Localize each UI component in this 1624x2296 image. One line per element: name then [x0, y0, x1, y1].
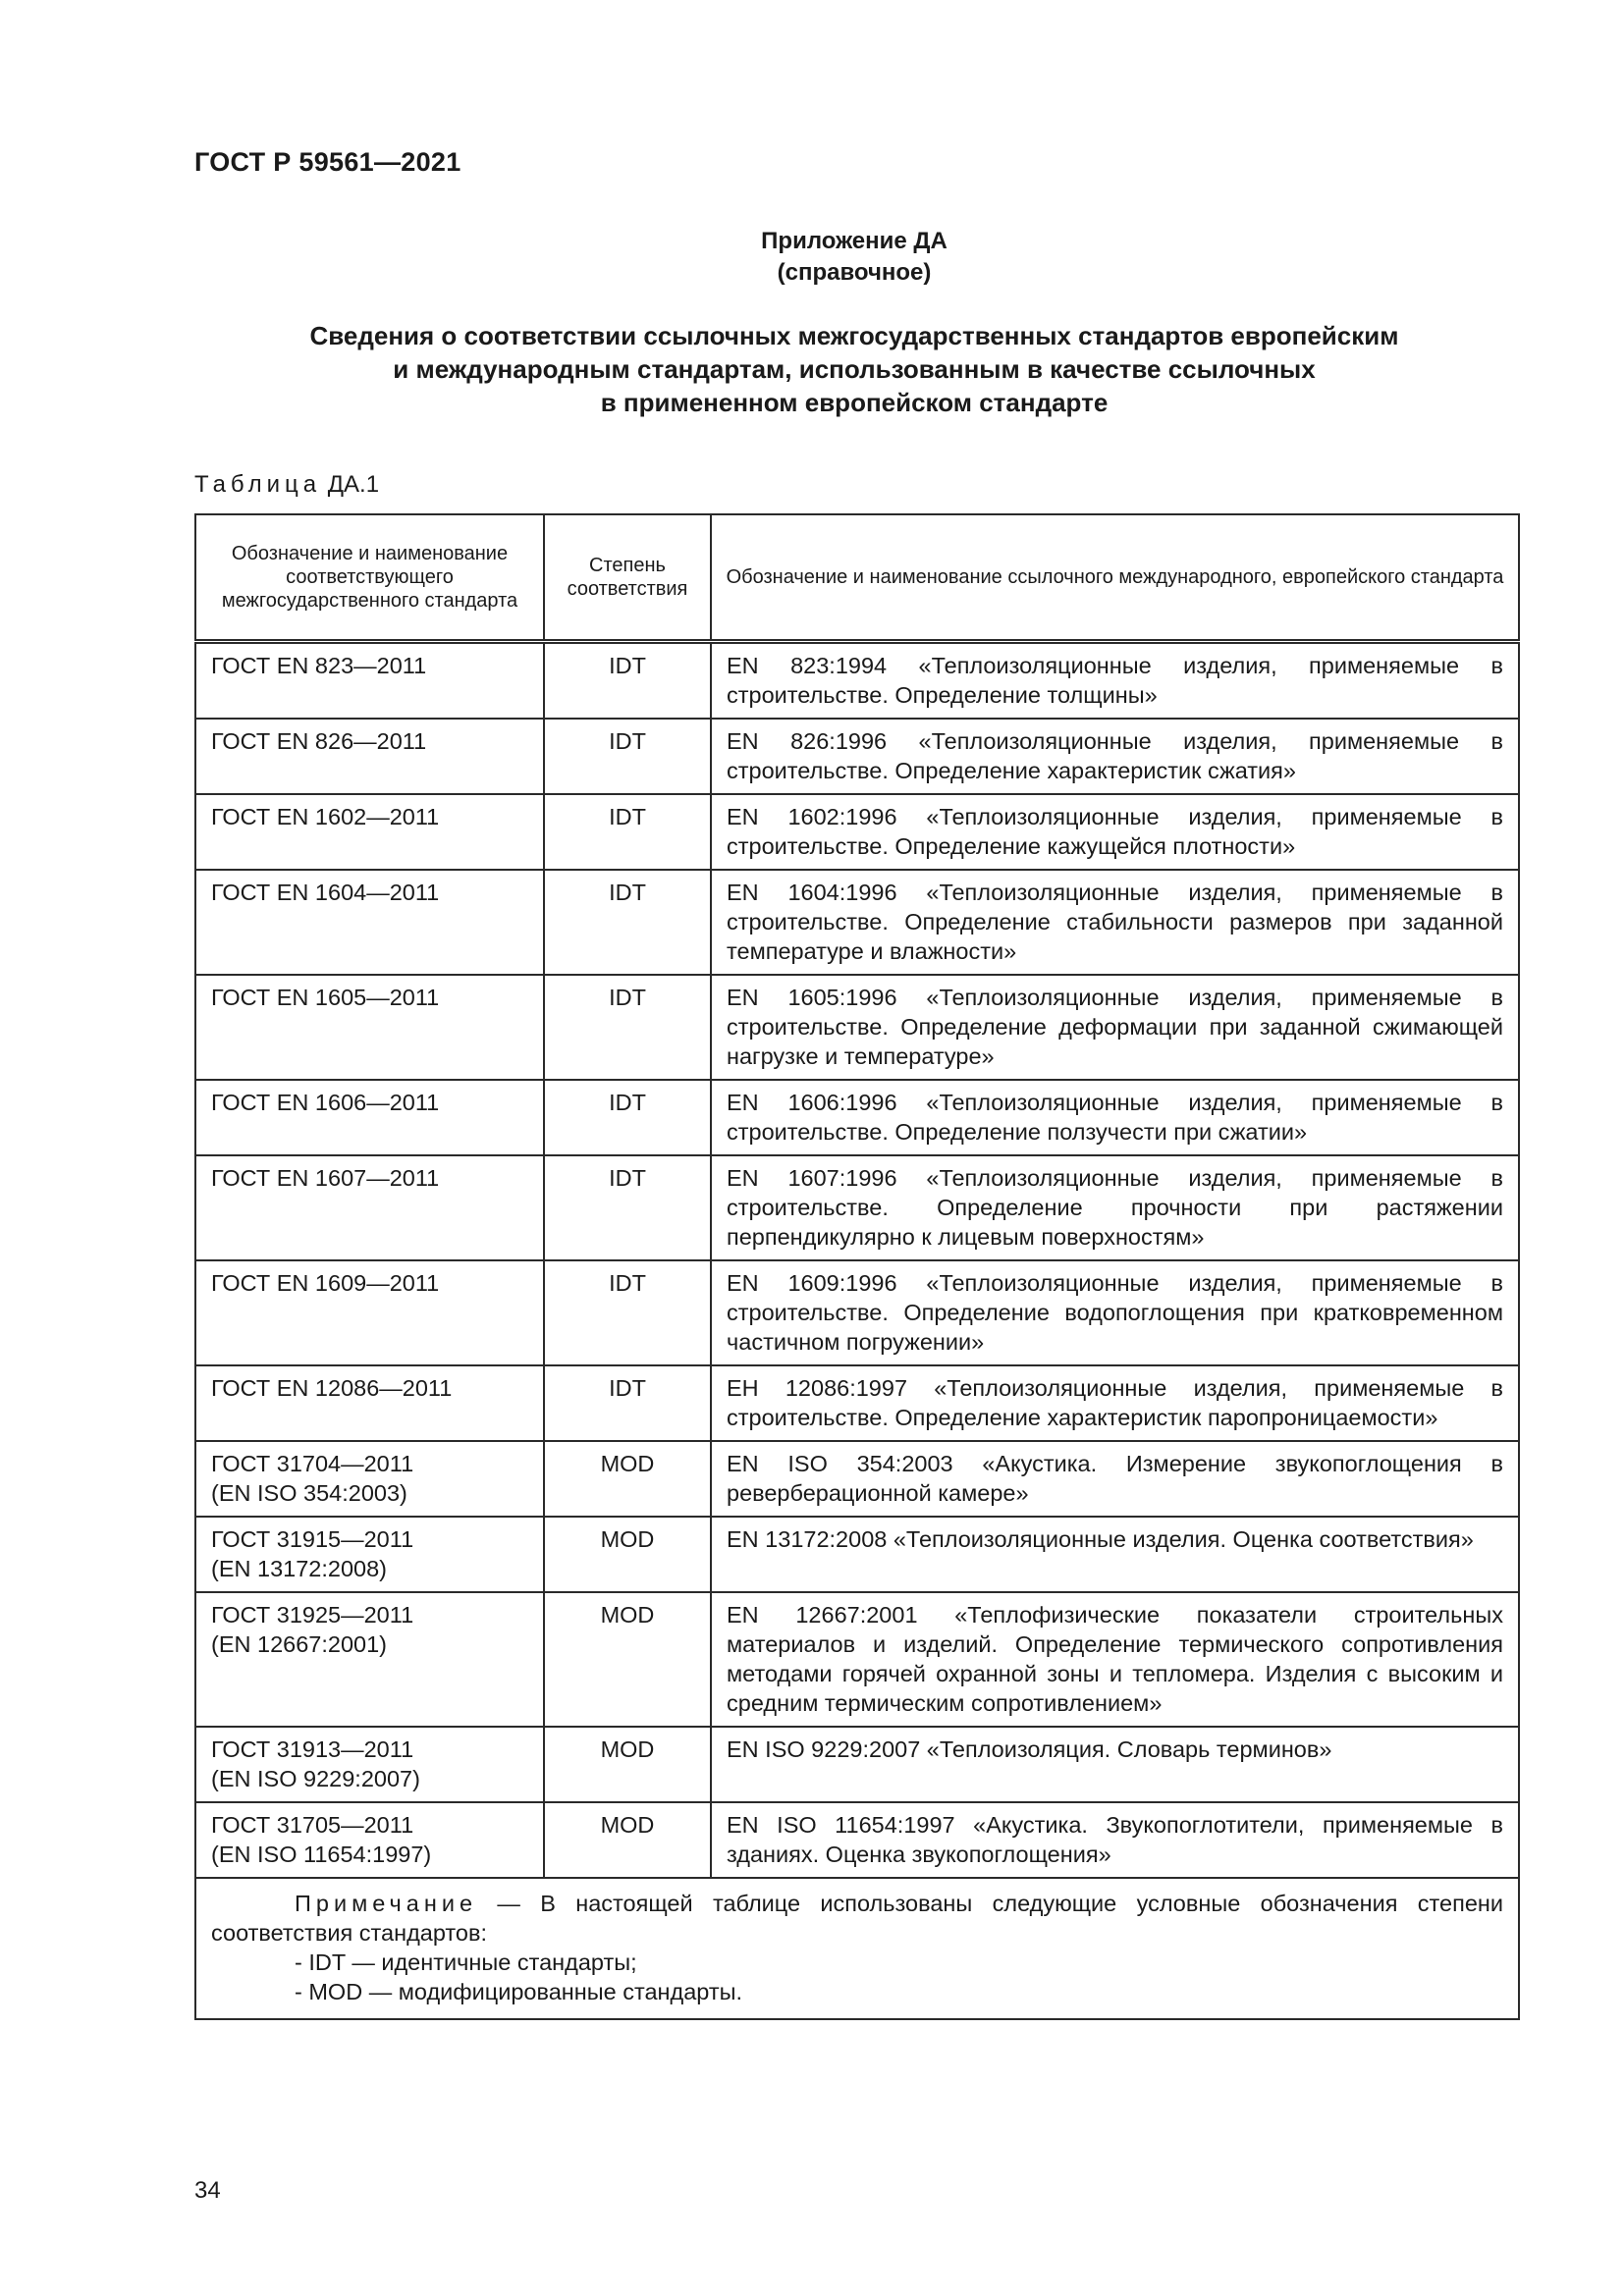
table-header-row: [195, 514, 1519, 642]
cell-gost: [195, 975, 544, 1080]
cell-gost: [195, 1727, 544, 1802]
cell-reference: EN 823:1994 «Теплоизоляционные изделия, применяемые в строительстве. Определение толщины»: [711, 642, 1519, 720]
header-ref: Обозначение и наименование ссылочного международного, европейского стандарта: [711, 514, 1519, 642]
cell-degree: IDT: [544, 642, 711, 720]
note-item-idt: - IDT — идентичные стандарты;: [295, 1949, 637, 1975]
note-label: Примечание: [295, 1891, 478, 1916]
table-row: [195, 1592, 1519, 1727]
appendix-heading: [0, 226, 1624, 289]
cell-reference: EN ISO 11654:1997 «Акустика. Звукопоглотители, применяемые в зданиях. Оценка звукопоглощения»: [711, 1802, 1519, 1878]
appendix-subtitle: (справочное): [777, 259, 932, 286]
header-degree: Степень соответствия: [544, 514, 711, 642]
section-title-line: и международным стандартам, использованным в качестве ссылочных: [393, 354, 1316, 384]
cell-reference: EN 826:1996 «Теплоизоляционные изделия, применяемые в строительстве. Определение характеристик сжатия»: [711, 719, 1519, 794]
cell-degree: IDT: [544, 975, 711, 1080]
cell-gost: [195, 1592, 544, 1727]
cell-reference: EN 1602:1996 «Теплоизоляционные изделия, применяемые в строительстве. Определение кажущейся плотности»: [711, 794, 1519, 870]
cell-degree: IDT: [544, 1260, 711, 1365]
gost-designation: ГОСТ 31913—2011: [211, 1736, 414, 1762]
cell-degree: IDT: [544, 1155, 711, 1260]
note-text: [211, 1889, 1503, 1948]
table-caption: [194, 471, 379, 499]
gost-equivalent: (EN ISO 11654:1997): [211, 1842, 432, 1867]
cell-reference: EN 1606:1996 «Теплоизоляционные изделия, применяемые в строительстве. Определение ползучести при сжатии»: [711, 1080, 1519, 1155]
gost-designation: ГОСТ EN 1606—2011: [211, 1090, 440, 1115]
page-number: 34: [194, 2177, 221, 2204]
cell-gost: [195, 719, 544, 794]
gost-designation: ГОСТ 31925—2011: [211, 1602, 414, 1628]
table-row: [195, 1155, 1519, 1260]
table-caption-label: Таблица: [194, 471, 322, 498]
cell-degree: MOD: [544, 1592, 711, 1727]
standards-correspondence-table: [194, 513, 1520, 2020]
cell-reference: EN ISO 354:2003 «Акустика. Измерение звукопоглощения в реверберационной камере»: [711, 1441, 1519, 1517]
cell-gost: [195, 1517, 544, 1592]
cell-gost: [195, 1802, 544, 1878]
cell-reference: EH 12086:1997 «Теплоизоляционные изделия, применяемые в строительстве. Определение характеристик паропроницаемости»: [711, 1365, 1519, 1441]
cell-reference: EN 1607:1996 «Теплоизоляционные изделия, применяемые в строительстве. Определение прочности при растяжении перпендикулярно к лицевым поверхностям»: [711, 1155, 1519, 1260]
gost-designation: ГОСТ EN 12086—2011: [211, 1375, 453, 1401]
cell-degree: IDT: [544, 719, 711, 794]
document-code: ГОСТ Р 59561—2021: [194, 147, 461, 177]
table-row: [195, 1517, 1519, 1592]
cell-gost: [195, 642, 544, 720]
gost-designation: ГОСТ 31915—2011: [211, 1526, 414, 1552]
cell-reference: EN 1609:1996 «Теплоизоляционные изделия, применяемые в строительстве. Определение водопоглощения при кратковременном частичном погружении»: [711, 1260, 1519, 1365]
note-body: — В настоящей таблице использованы следующие условные обозначения степени соответствия стандартов:: [211, 1891, 1503, 1946]
cell-degree: IDT: [544, 794, 711, 870]
gost-equivalent: (EN 13172:2008): [211, 1556, 387, 1581]
gost-equivalent: (EN 12667:2001): [211, 1631, 387, 1657]
cell-degree: IDT: [544, 1365, 711, 1441]
table-row: [195, 642, 1519, 720]
gost-designation: ГОСТ 31704—2011: [211, 1451, 414, 1476]
gost-designation: ГОСТ EN 1605—2011: [211, 985, 440, 1010]
header-gost: Обозначение и наименование соответствующего межгосударственного стандарта: [195, 514, 544, 642]
section-title-line: в примененном европейском стандарте: [600, 388, 1109, 417]
table-row: [195, 1260, 1519, 1365]
gost-designation: ГОСТ 31705—2011: [211, 1812, 414, 1838]
gost-designation: ГОСТ EN 823—2011: [211, 653, 427, 678]
cell-gost: [195, 870, 544, 975]
table-row: [195, 1727, 1519, 1802]
gost-equivalent: (EN ISO 9229:2007): [211, 1766, 420, 1791]
cell-gost: [195, 1080, 544, 1155]
cell-degree: MOD: [544, 1727, 711, 1802]
table-caption-number: ДА.1: [327, 471, 380, 498]
table-row: [195, 1365, 1519, 1441]
table-row: [195, 719, 1519, 794]
cell-gost: [195, 1365, 544, 1441]
cell-degree: IDT: [544, 870, 711, 975]
gost-designation: ГОСТ EN 826—2011: [211, 728, 427, 754]
table-row: [195, 794, 1519, 870]
cell-gost: [195, 1260, 544, 1365]
cell-reference: EN 1605:1996 «Теплоизоляционные изделия, применяемые в строительстве. Определение деформации при заданной сжимающей нагрузке и температуре»: [711, 975, 1519, 1080]
cell-gost: [195, 794, 544, 870]
cell-gost: [195, 1441, 544, 1517]
cell-reference: EN ISO 9229:2007 «Теплоизоляция. Словарь терминов»: [711, 1727, 1519, 1802]
section-title: [0, 319, 1624, 419]
cell-reference: EN 13172:2008 «Теплоизоляционные изделия. Оценка соответствия»: [711, 1517, 1519, 1592]
table-row: [195, 1441, 1519, 1517]
cell-degree: IDT: [544, 1080, 711, 1155]
gost-designation: ГОСТ EN 1602—2011: [211, 804, 440, 829]
cell-degree: MOD: [544, 1441, 711, 1517]
gost-designation: ГОСТ EN 1609—2011: [211, 1270, 440, 1296]
table-note: [195, 1878, 1519, 2019]
gost-designation: ГОСТ EN 1607—2011: [211, 1165, 440, 1191]
table-row: [195, 1080, 1519, 1155]
cell-gost: [195, 1155, 544, 1260]
table-row: [195, 1802, 1519, 1878]
gost-designation: ГОСТ EN 1604—2011: [211, 880, 440, 905]
cell-reference: EN 1604:1996 «Теплоизоляционные изделия, применяемые в строительстве. Определение стабильности размеров при заданной температуре и влажности»: [711, 870, 1519, 975]
section-title-line: Сведения о соответствии ссылочных межгосударственных стандартов европейским: [309, 321, 1399, 350]
appendix-title: Приложение ДА: [761, 228, 947, 254]
cell-degree: MOD: [544, 1517, 711, 1592]
table-row: [195, 975, 1519, 1080]
cell-reference: EN 12667:2001 «Теплофизические показатели строительных материалов и изделий. Определение термического сопротивления методами горячей охранной зоны и тепломера. Изделия с высоким и средним термическим сопротивлением»: [711, 1592, 1519, 1727]
table-note-row: [195, 1878, 1519, 2019]
table-row: [195, 870, 1519, 975]
gost-equivalent: (EN ISO 354:2003): [211, 1480, 407, 1506]
note-item-mod: - MOD — модифицированные стандарты.: [295, 1979, 743, 2004]
cell-degree: MOD: [544, 1802, 711, 1878]
